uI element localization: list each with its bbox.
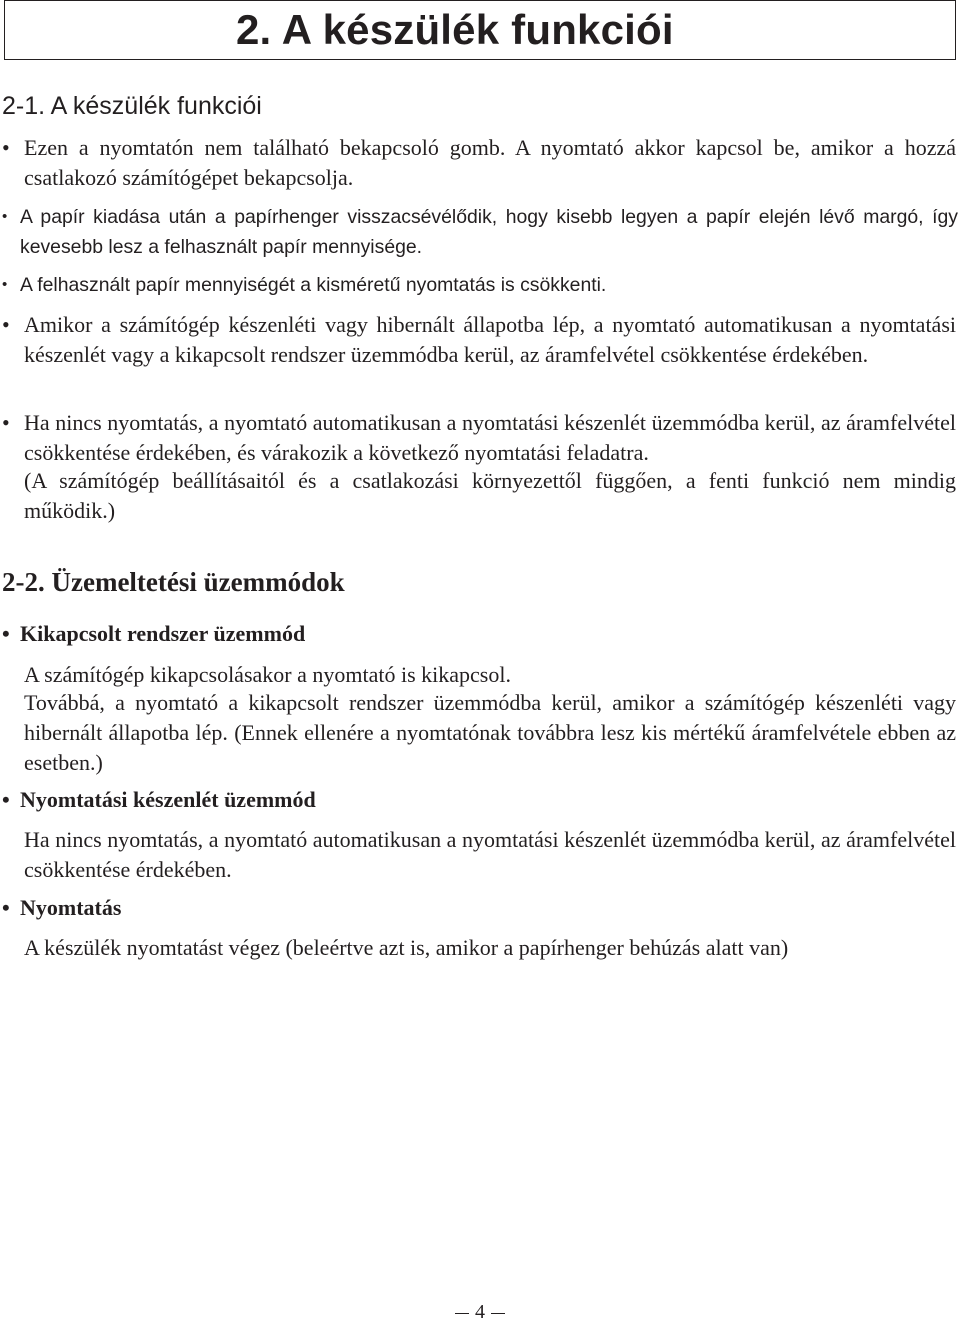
list-item: [2, 133, 956, 193]
mode-description: A készülék nyomtatást végez (beleértve azt is, amikor a papírhenger behúzás alatt van): [24, 935, 789, 960]
mode-title: Nyomtatás: [20, 895, 122, 920]
chapter-title: 2. A készülék funkciói: [236, 6, 674, 53]
mode-title: Kikapcsolt rendszer üzemmód: [20, 621, 306, 646]
mode-description: A számítógép kikapcsolásakor a nyomtató is kikapcsol.: [24, 662, 511, 687]
bullet-dot: •: [2, 276, 8, 293]
page-number-value: 4: [475, 1301, 485, 1323]
mode-title: Nyomtatási készenlét üzemmód: [20, 787, 316, 812]
dash-left: [455, 1313, 469, 1315]
bullet-dot: •: [2, 895, 10, 920]
bullet-dot: •: [2, 787, 10, 812]
dash-right: [491, 1313, 505, 1315]
section-1-heading: 2-1. A készülék funkciói: [2, 92, 262, 120]
note-text: (A számítógép beállításaitól és a csatlakozási környezettől függően, a fenti funkció nem mindig működik.): [24, 468, 956, 523]
page-number: [0, 1300, 960, 1324]
bullet-dot: •: [2, 135, 10, 160]
mode-description: Ha nincs nyomtatás, a nyomtató automatikusan a nyomtatási készenlét üzemmódba kerül, az áramfelvétel csökkentése érdekében.: [24, 827, 956, 882]
bullet-text: Ha nincs nyomtatás, a nyomtató automatikusan a nyomtatási készenlét üzemmódba kerül, az áramfelvétel csökkentése érdekében, és várakozik a következő nyomtatási feladatra.: [24, 410, 956, 465]
bullet-text: A felhasznált papír mennyiségét a kisméretű nyomtatás is csökkenti.: [20, 274, 607, 296]
bullet-text: Amikor a számítógép készenléti vagy hibernált állapotba lép, a nyomtató automatikusan a nyomtatási készenlét vagy a kikapcsolt rendszer üzemmódba kerül, az áramfelvétel csökkentése érdekében.: [24, 312, 956, 367]
bullet-dot: •: [2, 312, 10, 337]
bullet-text: A papír kiadása után a papírhenger visszacsévélődik, hogy kisebb legyen a papír elején lévő margó, így kevesebb lesz a felhasznált papír mennyisége.: [20, 206, 958, 258]
bullet-dot: •: [2, 621, 10, 646]
mode-heading: [2, 893, 121, 923]
mode-heading: [2, 619, 305, 649]
bullet-dot: •: [2, 410, 10, 435]
mode-heading: [2, 785, 316, 815]
bullet-dot: •: [2, 208, 8, 225]
list-item: [2, 270, 958, 300]
section-2-heading: 2-2. Üzemeltetési üzemmódok: [2, 567, 345, 597]
list-item: [2, 408, 956, 468]
bullet-text: Ezen a nyomtatón nem található bekapcsoló gomb. A nyomtató akkor kapcsol be, amikor a hozzá csatlakozó számítógépet bekapcsolja.: [24, 135, 956, 190]
mode-description: Továbbá, a nyomtató a kikapcsolt rendszer üzemmódba kerül, amikor a számítógép készenléti vagy hibernált állapotba lép. (Ennek ellenére a nyomtatónak továbbra lesz kis mértékű áramfelvétele ebben az esetben.): [24, 690, 956, 775]
list-item: [2, 202, 958, 262]
list-item: [2, 310, 956, 370]
